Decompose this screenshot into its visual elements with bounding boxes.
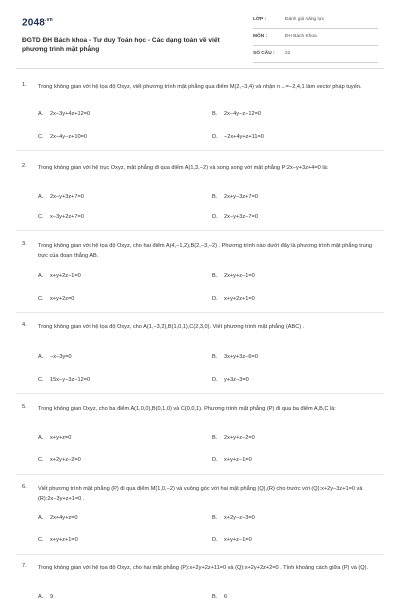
option-a[interactable] bbox=[38, 435, 71, 441]
option-d[interactable] bbox=[212, 537, 252, 543]
question-divider bbox=[16, 312, 384, 313]
option-text: 6 bbox=[224, 594, 228, 600]
meta-label: LỚP : bbox=[253, 17, 267, 22]
option-d[interactable] bbox=[212, 214, 258, 220]
option-letter: B. bbox=[212, 435, 218, 441]
option-letter: C. bbox=[38, 377, 44, 383]
option-a[interactable] bbox=[38, 273, 81, 279]
option-letter: B. bbox=[212, 594, 218, 600]
option-text: x+y+2z−1=0 bbox=[50, 273, 81, 279]
option-d[interactable] bbox=[212, 457, 252, 463]
question-number: 5. bbox=[22, 404, 27, 410]
meta-label: MÔN : bbox=[253, 34, 268, 39]
option-text: 2x+4y+z=0 bbox=[50, 515, 78, 521]
question-divider bbox=[16, 554, 384, 555]
question-number: 1. bbox=[22, 82, 27, 88]
option-letter: B. bbox=[212, 515, 218, 521]
option-letter: D. bbox=[212, 214, 218, 220]
option-text: 2x−4y−z+10=0 bbox=[50, 134, 88, 140]
option-letter: A. bbox=[38, 273, 44, 279]
option-letter: A. bbox=[38, 111, 44, 117]
option-b[interactable] bbox=[212, 194, 258, 200]
site-logo[interactable] bbox=[22, 17, 53, 28]
option-d[interactable] bbox=[212, 377, 249, 383]
option-b[interactable] bbox=[212, 111, 261, 117]
option-letter: A. bbox=[38, 515, 44, 521]
meta-value: ĐH Bách Khoa bbox=[285, 34, 317, 39]
option-a[interactable] bbox=[38, 111, 90, 117]
option-text: x+y+2z+1=0 bbox=[224, 296, 255, 302]
option-text: 2x−y+3z−7=0 bbox=[224, 214, 258, 220]
option-text: 2x−4y−z−12=0 bbox=[224, 111, 262, 117]
document-title: ĐGTD ĐH Bách khoa - Tư duy Toán học - Các dạng toán về viết phương trình mặt phẳng bbox=[22, 37, 220, 53]
option-d[interactable] bbox=[212, 134, 264, 140]
option-text: x+2y−z−3=0 bbox=[224, 515, 255, 521]
meta-info bbox=[253, 16, 378, 67]
option-c[interactable] bbox=[38, 214, 84, 220]
option-text: 9 bbox=[50, 594, 54, 600]
question-number: 4. bbox=[22, 322, 27, 328]
option-text: x+y+z−1=0 bbox=[224, 457, 252, 463]
option-c[interactable] bbox=[38, 296, 74, 302]
option-letter: A. bbox=[38, 435, 44, 441]
meta-row-subject bbox=[253, 33, 378, 46]
question-text: Trong không gian với hệ trục Oxyz, mặt phẳng đi qua điểm A(1,3,−2) và song song với mặt phẳng P:2x−y+3z+4=0 là: bbox=[38, 165, 329, 171]
option-text: x−3y+2z+7=0 bbox=[50, 214, 84, 220]
option-a[interactable] bbox=[38, 354, 72, 360]
option-c[interactable] bbox=[38, 377, 90, 383]
question-text: Trong không gian với hệ tọa độ Oxyz, cho A(1,−3,2),B(1,0,1),C(2,3,0). Viết phương trình mặt phẳng (ABC) . bbox=[38, 324, 305, 330]
option-text: 2x−y+3z+7=0 bbox=[50, 194, 84, 200]
meta-value: Đánh giá năng lực bbox=[285, 17, 325, 22]
option-text: x+y+z+1=0 bbox=[50, 537, 78, 543]
option-letter: B. bbox=[212, 111, 218, 117]
option-text: x+y+z=0 bbox=[50, 435, 72, 441]
option-letter: A. bbox=[38, 194, 44, 200]
option-letter: D. bbox=[212, 457, 218, 463]
option-text: 3x+y+3z−6=0 bbox=[224, 354, 258, 360]
option-text: 2x+y+z−2=0 bbox=[224, 435, 255, 441]
option-a[interactable] bbox=[38, 594, 53, 600]
option-text: x+y+2z=0 bbox=[50, 296, 75, 302]
question-divider bbox=[16, 474, 384, 475]
option-text: 15x−y−3z−12=0 bbox=[50, 377, 91, 383]
option-d[interactable] bbox=[212, 296, 255, 302]
option-letter: C. bbox=[38, 296, 44, 302]
question-number: 3. bbox=[22, 241, 27, 247]
question-text: Trong không gian Oxyz, cho ba điểm A(1,0,0),B(0,1,0) và C(0,0,1). Phương trình mặt phẳng (P) đi qua ba điểm A,B,C là: bbox=[38, 406, 336, 412]
option-letter: A. bbox=[38, 594, 44, 600]
option-letter: D. bbox=[212, 377, 218, 383]
option-b[interactable] bbox=[212, 354, 258, 360]
question-number: 6. bbox=[22, 484, 27, 490]
question-text: Trong không gian với hệ tọa độ Oxyz, viết phương trình mặt phẳng qua điểm M(2,−3,4) và nhận n→=−2,4,1 làm vectơ pháp tuyến. bbox=[38, 84, 362, 90]
question-number: 7. bbox=[22, 563, 27, 569]
option-text: y+3z−3=0 bbox=[224, 377, 249, 383]
option-letter: D. bbox=[212, 296, 218, 302]
option-letter: D. bbox=[212, 134, 218, 140]
option-a[interactable] bbox=[38, 194, 84, 200]
question-divider bbox=[16, 150, 384, 151]
option-b[interactable] bbox=[212, 273, 255, 279]
meta-row-count bbox=[253, 50, 378, 63]
question-text: Trong không gian với hệ tọa độ Oxyz, cho hai mặt phẳng (P):x+2y+2z+11=0 và (Q):x+2y+2z+2=0 . Tính khoảng cách giữa (P) và (Q). bbox=[38, 565, 369, 571]
question-divider bbox=[16, 230, 384, 231]
meta-label: SỐ CÂU : bbox=[253, 51, 275, 56]
option-text: −x−3y=0 bbox=[50, 354, 72, 360]
question-number: 2. bbox=[22, 163, 27, 169]
option-letter: B. bbox=[212, 194, 218, 200]
question-divider bbox=[16, 393, 384, 394]
option-text: 2x+y−3z+7=0 bbox=[224, 194, 258, 200]
option-letter: A. bbox=[38, 354, 44, 360]
option-text: x+y+z−1=0 bbox=[224, 537, 252, 543]
option-letter: C. bbox=[38, 537, 44, 543]
logo-main: 2048 bbox=[22, 17, 46, 29]
option-text: 2x−3y+4z+12=0 bbox=[50, 111, 91, 117]
option-b[interactable] bbox=[212, 515, 255, 521]
option-text: x+2y+z−2=0 bbox=[50, 457, 81, 463]
option-text: 2x+y+z−1=0 bbox=[224, 273, 255, 279]
option-c[interactable] bbox=[38, 134, 87, 140]
option-a[interactable] bbox=[38, 515, 78, 521]
option-letter: B. bbox=[212, 354, 218, 360]
option-letter: B. bbox=[212, 273, 218, 279]
option-c[interactable] bbox=[38, 537, 78, 543]
meta-value: 22 bbox=[285, 51, 291, 56]
option-letter: D. bbox=[212, 537, 218, 543]
option-c[interactable] bbox=[38, 457, 81, 463]
option-b[interactable] bbox=[212, 594, 227, 600]
header-divider bbox=[16, 68, 384, 69]
question-text: Viết phương trình mặt phẳng (P) đi qua điểm M(1,0,−2) và vuông góc với hai mặt phẳng (Q),(R) cho trước với (Q):x+2y−3z+1=0 và (R):2x−3y+z+1=0 . bbox=[38, 486, 363, 502]
meta-row-class bbox=[253, 16, 378, 29]
logo-suffix: .vn bbox=[45, 17, 53, 23]
option-b[interactable] bbox=[212, 435, 255, 441]
document-header bbox=[0, 0, 400, 64]
option-letter: C. bbox=[38, 134, 44, 140]
question-text: Trong không gian với hệ tọa độ Oxyz, cho hai điểm A(4,−1,2),B(2,−3,−2) . Phương trình nào dưới đây là phương trình mặt phẳng trung trực của đoạn thẳng AB. bbox=[38, 243, 373, 259]
option-letter: C. bbox=[38, 214, 44, 220]
option-letter: C. bbox=[38, 457, 44, 463]
option-text: −2x+4y+z+11=0 bbox=[224, 134, 264, 140]
